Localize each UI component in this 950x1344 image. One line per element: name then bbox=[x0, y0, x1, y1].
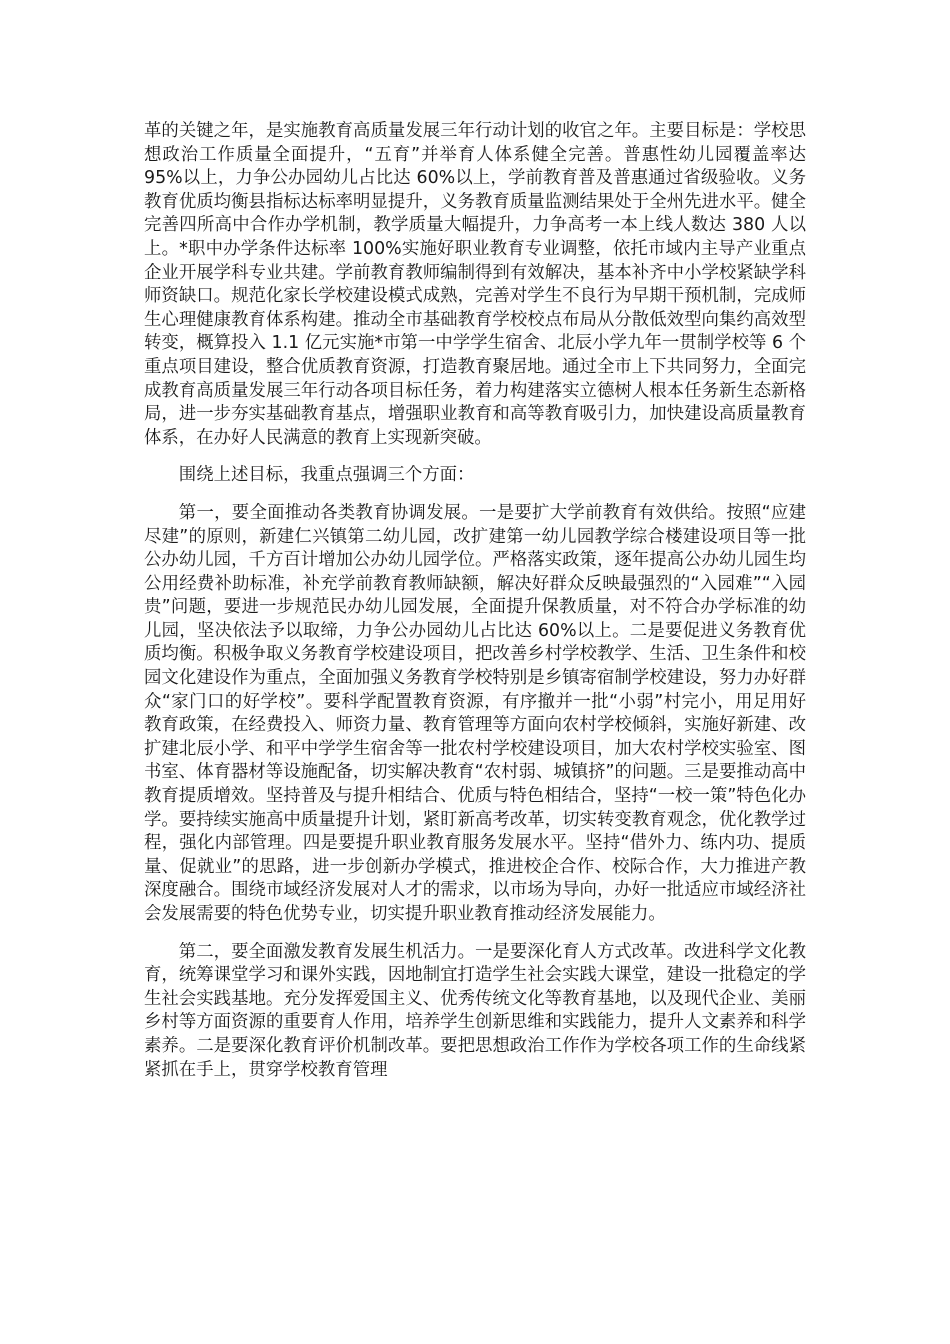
paragraph-first-aspect: 第一，要全面推动各类教育协调发展。一是要扩大学前教育有效供给。按照“应建尽建”的原则，新建仁兴镇第二幼儿园，改扩建第一幼儿园教学综合楼建设项目等一批公办幼儿园，千方百计增加公办幼儿园学位。严格落实政策，逐年提高公办幼儿园生均公用经费补助标准，补充学前教育教师缺额，解决好群众反映最强烈的“入园难”“入园贵”问题，要进一步规范民办幼儿园发展，全面提升保教质量，对不符合办学标准的幼儿园，坚决依法予以取缔，力争公办园幼儿占比达 60%以上。二是要促进义务教育优质均衡。积极争取义务教育学校建设项目，把改善乡村学校教学、生活、卫生条件和校园文化建设作为重点，全面加强义务教育学校特别是乡镇寄宿制学校建设，努力办好群众“家门口的好学校”。要科学配置教育资源，有序撤并一批“小弱”村完小，用足用好教育政策，在经费投入、师资力量、教育管理等方面向农村学校倾斜，实施好新建、改扩建北辰小学、和平中学学生宿舍等一批农村学校建设项目，加大农村学校实验室、图书室、体育器材等设施配备，切实解决教育“农村弱、城镇挤”的问题。三是要推动高中教育提质增效。坚持普及与提升相结合、优质与特色相结合，坚持“一校一策”特色化办学。要持续实施高中质量提升计划，紧盯新高考改革，切实转变教育观念，优化教学过程，强化内部管理。四是要提升职业教育服务发展水平。坚持“借外力、练内功、提质量、促就业”的思路，进一步创新办学模式，推进校企合作、校际合作，大力推进产教深度融合。围绕市域经济发展对人才的需求，以市场为导向，办好一批适应市域经济社会发展需要的特色优势专业，切实提升职业教育推动经济发展能力。 bbox=[144, 502, 806, 924]
paragraph-goals: 革的关键之年，是实施教育高质量发展三年行动计划的收官之年。主要目标是：学校思想政治工作质量全面提升，“五育”并举育人体系健全完善。普惠性幼儿园覆盖率达 95%以上，力争公办园幼儿占比达 60%以上，学前教育普及普惠通过省级验收。义务教育优质均衡县指标达标率明显提升，义务教育质量监测结果处于全州先进水平。健全完善四所高中合作办学机制，教学质量大幅提升，力争高考一本上线人数达 380 人以上。*职中办学条件达标率 100%实施好职业教育专业调整，依托市域内主导产业重点企业开展学科专业共建。学前教育教师编制得到有效解决，基本补齐中小学校紧缺学科师资缺口。规范化家长学校建设模式成熟，完善对学生不良行为早期干预机制，完成师生心理健康教育体系构建。推动全市基础教育学校校点布局从分散低效型向集约高效型转变，概算投入 1.1 亿元实施*市第一中学学生宿舍、北辰小学九年一贯制学校等 6 个重点项目建设，整合优质教育资源，打造教育聚居地。通过全市上下共同努力，全面完成教育高质量发展三年行动各项目标任务，着力构建落实立德树人根本任务新生态新格局，进一步夯实基础教育基点，增强职业教育和高等教育吸引力，加快建设高质量教育体系，在办好人民满意的教育上实现新突破。 bbox=[144, 121, 806, 448]
paragraph-second-aspect: 第二，要全面激发教育发展生机活力。一是要深化育人方式改革。改进科学文化教育，统筹课堂学习和课外实践，因地制宜打造学生社会实践大课堂，建设一批稳定的学生社会实践基地。充分发挥爱国主义、优秀传统文化等教育基地，以及现代企业、美丽乡村等方面资源的重要育人作用，培养学生创新思维和实践能力，提升人文素养和科学素养。二是要深化教育评价机制改革。要把思想政治工作作为学校各项工作的生命线紧紧抓在手上，贯穿学校教育管理 bbox=[144, 941, 806, 1080]
document-body bbox=[144, 120, 806, 1096]
paragraph-intro-three-aspects: 围绕上述目标，我重点强调三个方面： bbox=[178, 465, 475, 486]
